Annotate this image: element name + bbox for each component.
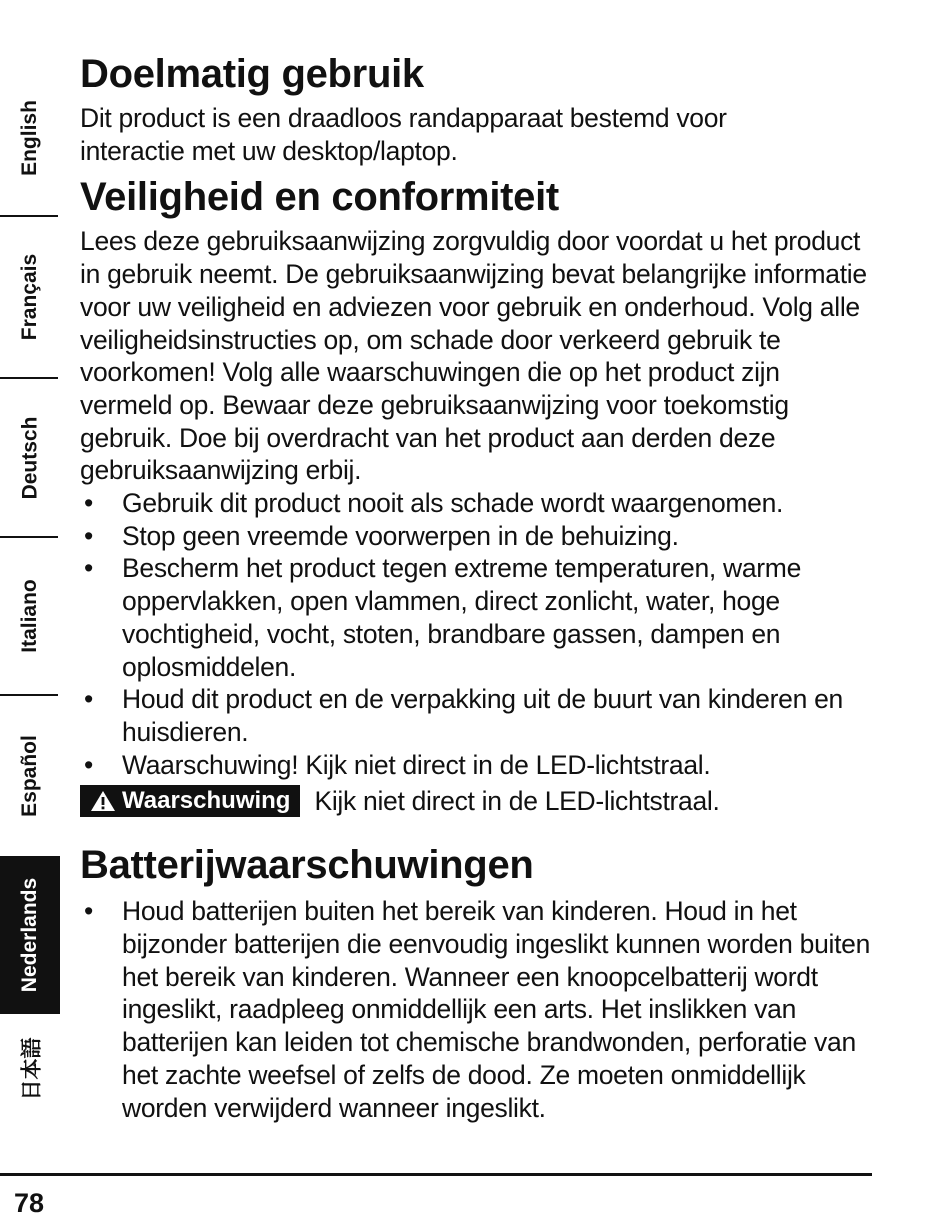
tab-english-label: English [18,99,41,176]
bullet: • [84,553,93,584]
bullet: • [84,684,93,715]
list-item [80,520,875,553]
warning-label: Waarschuwing [122,787,291,815]
heading-intended-use: Doelmatig gebruik [80,52,424,96]
tab-italiano[interactable] [0,538,60,694]
footer-divider [0,1173,872,1176]
list-item [80,552,837,683]
tab-italiano-label: Italiano [18,579,42,653]
language-tabs [0,0,60,1231]
list-item [80,895,875,1124]
warning-icon [90,790,116,812]
tab-deutsch[interactable] [0,379,60,536]
tab-espanol-label: Español [18,735,41,817]
list-item [80,683,902,748]
heading-battery: Batterijwaarschuwingen [80,843,534,888]
tab-japanese[interactable] [0,1014,60,1124]
list-item [80,487,875,520]
safety-text: Lees deze gebruiksaanwijzing zorgvuldig door voordat u het product in gebruik neemt. De gebruiksaanwijzing bevat belangrijke informatie voor uw veiligheid en adviezen voor gebruik en onderhoud. Volg alle veiligheidsinstructies op, om schade door verkeerd gebruik te voorkomen! Volg alle waarschuwingen die op het product zijn vermeld op. Bewaar deze gebruiksaanwijzing voor toekomstig gebruik. Doe bij overdracht van het product aan derden deze gebruiksaanwijzing erbij. [80,226,867,486]
list-item-text: Stop geen vreemde voorwerpen in de behuizing. [122,520,679,551]
bullet: • [84,520,93,551]
intended-use-text: Dit product is een draadloos randapparaat bestemd voor interactie met uw desktop/laptop. [80,103,727,166]
list-item-text: Houd dit product en de verpakking uit de buurt van kinderen en huisdieren. [122,684,843,747]
tab-deutsch-label: Deutsch [18,416,42,499]
list-item-text: Gebruik dit product nooit als schade wordt waargenomen. [122,488,784,519]
tab-japanese-label: 日本語 [20,1037,43,1101]
safety-list [80,487,875,781]
warning-text: Kijk niet direct in de LED-lichtstraal. [314,785,720,816]
main-content [80,50,880,1124]
bullet: • [84,749,93,780]
list-item-text: Waarschuwing! Kijk niet direct in de LED-lichtstraal. [122,749,711,780]
bullet: • [84,896,93,927]
tab-english[interactable] [0,60,60,215]
warning-row [80,785,880,817]
tab-francais-label: Français [18,253,42,341]
list-item-text: Houd batterijen buiten het bereik van kinderen. Houd in het bijzonder batterijen die eenvoudig ingeslikt kunnen worden buiten het bereik van kinderen. Wanneer een knoopcelbatterij wordt ingeslikt, raadpleeg onmiddellijk een arts. Het inslikken van batterijen kan leiden tot chemische brandwonden, perforatie van het zachte weefsel of zelfs de dood. Ze moeten onmiddellijk worden verwijderd wanneer ingeslikt. [122,896,871,1123]
tab-nederlands[interactable] [0,856,60,1014]
battery-list [80,895,875,1124]
tab-nederlands-label: Nederlands [18,877,41,993]
warning-badge [80,785,300,817]
list-item-text: Bescherm het product tegen extreme temperaturen, warme oppervlakken, open vlammen, direct zonlicht, water, hoge vochtigheid, vocht, stoten, brandbare gassen, dampen en oplosmiddelen. [122,553,802,682]
list-item [80,749,875,782]
tab-francais[interactable] [0,217,60,377]
page-number: 78 [14,1188,45,1218]
bullet: • [84,488,93,519]
tab-espanol[interactable] [0,696,60,856]
heading-safety: Veiligheid en conformiteit [80,175,559,220]
